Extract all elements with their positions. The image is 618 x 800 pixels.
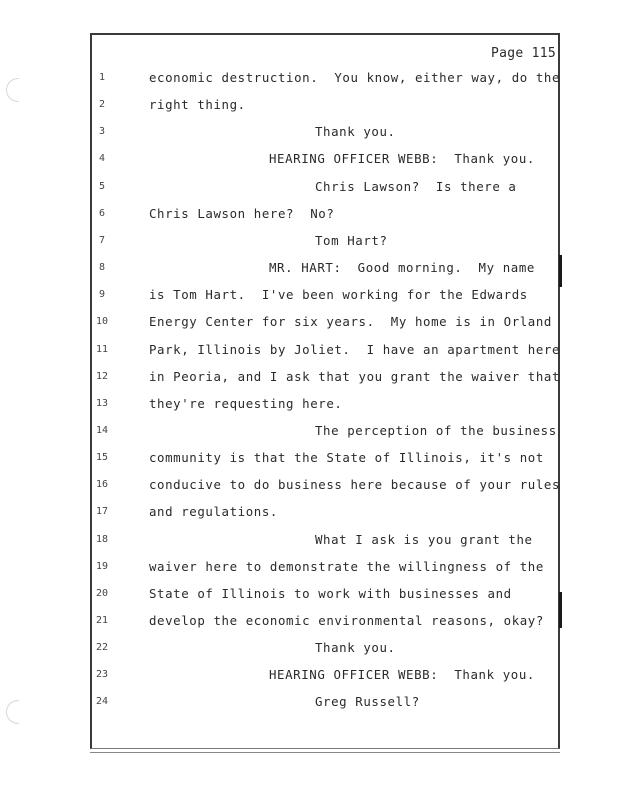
transcript-line: conducive to do business here because of your rules	[149, 477, 561, 493]
transcript-line: develop the economic environmental reasons, okay?	[149, 613, 544, 628]
line-number: 24	[95, 696, 109, 708]
transcript-line: Thank you.	[315, 640, 396, 656]
transcript-line: they're requesting here.	[149, 395, 343, 411]
bottom-rule	[90, 752, 560, 753]
line-number: 13	[95, 397, 109, 409]
line-number: 10	[95, 316, 109, 328]
transcript-line: in Peoria, and I ask that you grant the waiver that	[149, 368, 561, 384]
transcript-line: waiver here to demonstrate the willingness of the	[149, 558, 544, 574]
line-number: 17	[95, 506, 109, 518]
transcript-line: Park, Illinois by Joliet. I have an apartment here	[149, 341, 561, 357]
scan-shadow-top	[6, 78, 19, 102]
line-number: 8	[98, 262, 106, 274]
transcript-line: Energy Center for six years. My home is in Orland	[149, 314, 552, 330]
transcript-line: Greg Russell?	[315, 694, 420, 710]
line-number: 22	[95, 642, 109, 654]
line-number: 5	[98, 180, 106, 192]
transcript-line: Chris Lawson? Is there a	[315, 178, 517, 194]
margin-mark	[559, 592, 562, 628]
scan-shadow-bottom	[6, 700, 19, 724]
line-number: 23	[95, 669, 109, 681]
transcript-line: Tom Hart?	[315, 232, 388, 248]
transcript-line: and regulations.	[149, 504, 278, 520]
line-number: 11	[95, 343, 109, 355]
transcript-line: Thank you.	[315, 124, 396, 140]
transcript-line: community is that the State of Illinois, it's not	[149, 450, 544, 466]
transcript-line: economic destruction. You know, either way, do the	[149, 70, 561, 85]
transcript-line: HEARING OFFICER WEBB: Thank you.	[269, 151, 535, 167]
line-number: 7	[98, 234, 106, 246]
margin-mark	[559, 255, 562, 287]
line-number: 14	[95, 424, 109, 436]
line-number: 18	[95, 533, 109, 545]
line-number: 20	[95, 587, 109, 599]
line-number: 2	[98, 99, 106, 111]
line-number: 4	[98, 153, 106, 165]
page-number: Page 115	[490, 46, 556, 61]
line-number: 15	[95, 452, 109, 464]
line-number: 6	[98, 207, 106, 219]
transcript-line: right thing.	[149, 97, 246, 113]
transcript-line: is Tom Hart. I've been working for the Edwards	[149, 287, 528, 303]
line-number: 16	[95, 479, 109, 491]
transcript-line: State of Illinois to work with businesses and	[149, 585, 512, 601]
line-number: 1	[98, 72, 106, 83]
transcript-line: HEARING OFFICER WEBB: Thank you.	[269, 667, 535, 683]
line-number: 19	[95, 560, 109, 572]
line-number: 9	[98, 289, 106, 301]
transcript-line: Chris Lawson here? No?	[149, 205, 335, 221]
line-number: 12	[95, 370, 109, 382]
line-number: 3	[98, 126, 106, 138]
line-number: 21	[95, 615, 109, 626]
transcript-line: What I ask is you grant the	[315, 531, 533, 547]
transcript-line: The perception of the business	[315, 422, 557, 438]
transcript-line: MR. HART: Good morning. My name	[269, 260, 535, 276]
